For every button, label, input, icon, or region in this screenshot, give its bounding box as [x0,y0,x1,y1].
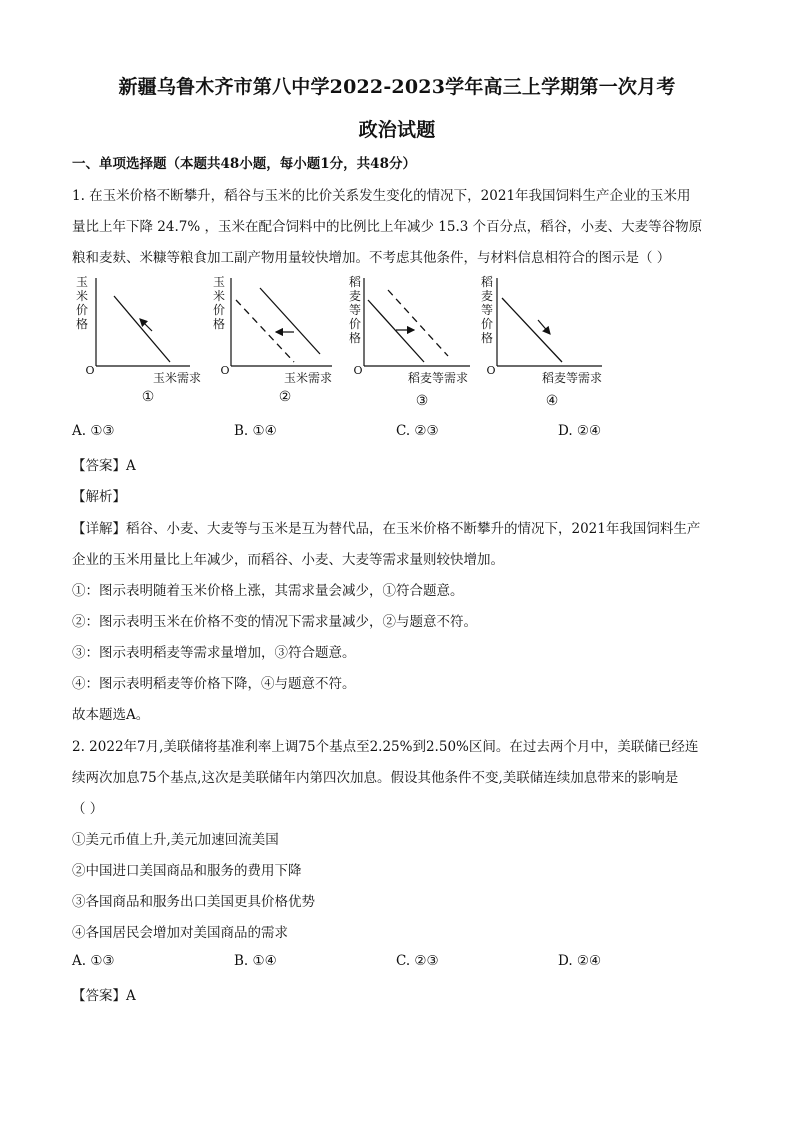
graph-2-ylabel-0: 玉 [212,275,226,289]
q1-option-a[interactable]: A. ①③ [72,423,115,439]
q2-stem-line-3: （ ） [72,801,104,817]
q1-answer: 【答案】A [72,458,136,474]
q2-option-a[interactable]: A. ①③ [72,953,115,969]
page-title: 新疆乌鲁木齐市第八中学2022-2023学年高三上学期第一次月考 [118,76,676,98]
q2-answer: 【答案】A [72,988,136,1004]
q2-stem-line-1: 2. 2022年7月,美联储将基准利率上调75个基点至2.25%到2.50%区间。在过去两个月中，美联储已经连 [72,739,699,755]
graph-4-ylabel-0: 稻 [480,275,494,289]
graph-3-demand-curve [368,300,424,362]
section-heading: 一、单项选择题（本题共48小题，每小题1分，共48分） [72,156,416,172]
graph-3 [349,275,470,409]
graph-2-caption: ② [278,389,292,405]
graph-3-xlabel: 稻麦等需求 [407,371,469,385]
q1-analysis-label: 【解析】 [72,489,126,505]
q1-detail-line-5: ③：图示表明稻麦等需求量增加，③符合题意。 [72,645,356,661]
graph-1 [76,275,201,405]
q1-stem-line-3: 粮和麦麸、米糠等粮食加工副产物用量较快增加。不考虑其他条件，与材料信息相符合的图示是（ ） [72,250,671,266]
q1-stem-line-1: 1. 在玉米价格不断攀升，稻谷与玉米的比价关系发生变化的情况下，2021年我国饲料生产企业的玉米用 [72,188,691,204]
graph-2-ylabel-3: 格 [212,317,226,331]
q1-stem-line-2: 量比上年下降 24.7% ，玉米在配合饲料中的比例比上年减少 15.3 个百分点，稻谷，小麦、大麦等谷物原 [72,219,703,235]
graph-2-demand-curve [260,288,320,354]
graph-2-xlabel: 玉米需求 [283,371,333,385]
graph-2 [213,275,332,405]
graph-4-demand-curve [502,298,562,362]
graph-4 [481,275,602,409]
q1-option-b[interactable]: B. ①④ [234,423,277,439]
q1-detail-line-7: 故本题选A。 [72,707,150,723]
graph-1-origin: O [85,364,95,377]
q2-options [72,953,732,971]
graph-2-shifted-curve [236,300,294,362]
graph-4-ylabel-1: 麦 [480,289,494,303]
graph-2-ylabel-2: 价 [212,303,226,317]
graph-3-ylabel-4: 格 [348,331,362,345]
q2-option-c[interactable]: C. ②③ [396,953,439,969]
graph-3-ylabel-1: 麦 [348,289,362,303]
graph-3-ylabel-3: 价 [348,317,362,331]
graph-2-origin: O [220,364,230,377]
graph-3-origin: O [353,364,363,377]
graph-1-caption: ① [141,389,155,405]
graph-4-ylabel-2: 等 [480,303,494,317]
graph-1-xlabel: 玉米需求 [152,371,202,385]
graph-4-ylabel-4: 格 [480,331,494,345]
page-subtitle: 政治试题 [358,119,436,141]
q1-detail-line-6: ④：图示表明稻麦等价格下降，④与题意不符。 [72,676,356,692]
graph-3-shifted-curve [388,290,448,356]
graph-3-ylabel-2: 等 [348,303,362,317]
q1-option-c[interactable]: C. ②③ [396,423,439,439]
q1-options [72,423,732,441]
q1-detail-line-4: ②：图示表明玉米在价格不变的情况下需求量减少，②与题意不符。 [72,614,477,630]
graph-4-arrow [538,320,550,334]
graph-2-ylabel-1: 米 [212,289,226,303]
graph-1-ylabel-1: 米 [75,289,89,303]
q2-statement-3: ③各国商品和服务出口美国更具价格优势 [72,894,315,910]
q1-detail-line-1: 【详解】稻谷、小麦、大麦等与玉米是互为替代品，在玉米价格不断攀升的情况下，2021年我国饲料生产 [72,521,701,537]
q2-statement-2: ②中国进口美国商品和服务的费用下降 [72,863,302,879]
q2-statement-4: ④各国居民会增加对美国商品的需求 [72,925,288,941]
q1-detail-line-3: ①：图示表明随着玉米价格上涨，其需求量会减少，①符合题意。 [72,583,464,599]
q1-graphs [70,272,630,412]
q2-statement-1: ①美元币值上升,美元加速回流美国 [72,832,279,848]
q2-option-b[interactable]: B. ①④ [234,953,277,969]
graph-4-xlabel: 稻麦等需求 [541,371,603,385]
graph-3-ylabel-0: 稻 [348,275,362,289]
q2-stem-line-2: 续两次加息75个基点,这次是美联储年内第四次加息。假设其他条件不变,美联储连续加息带来的影响是 [72,770,679,786]
graph-3-caption: ③ [415,393,429,409]
q1-option-d[interactable]: D. ②④ [558,423,602,439]
graph-1-demand-curve [114,296,170,362]
q2-option-d[interactable]: D. ②④ [558,953,602,969]
graph-1-ylabel-0: 玉 [75,275,89,289]
graph-1-ylabel-3: 格 [75,317,89,331]
q1-detail-line-2: 企业的玉米用量比上年减少，而稻谷、小麦、大麦等需求量则较快增加。 [72,552,504,568]
graph-4-origin: O [486,364,496,377]
graph-1-ylabel-2: 价 [75,303,89,317]
graph-4-ylabel-3: 价 [480,317,494,331]
graph-4-caption: ④ [545,393,559,409]
